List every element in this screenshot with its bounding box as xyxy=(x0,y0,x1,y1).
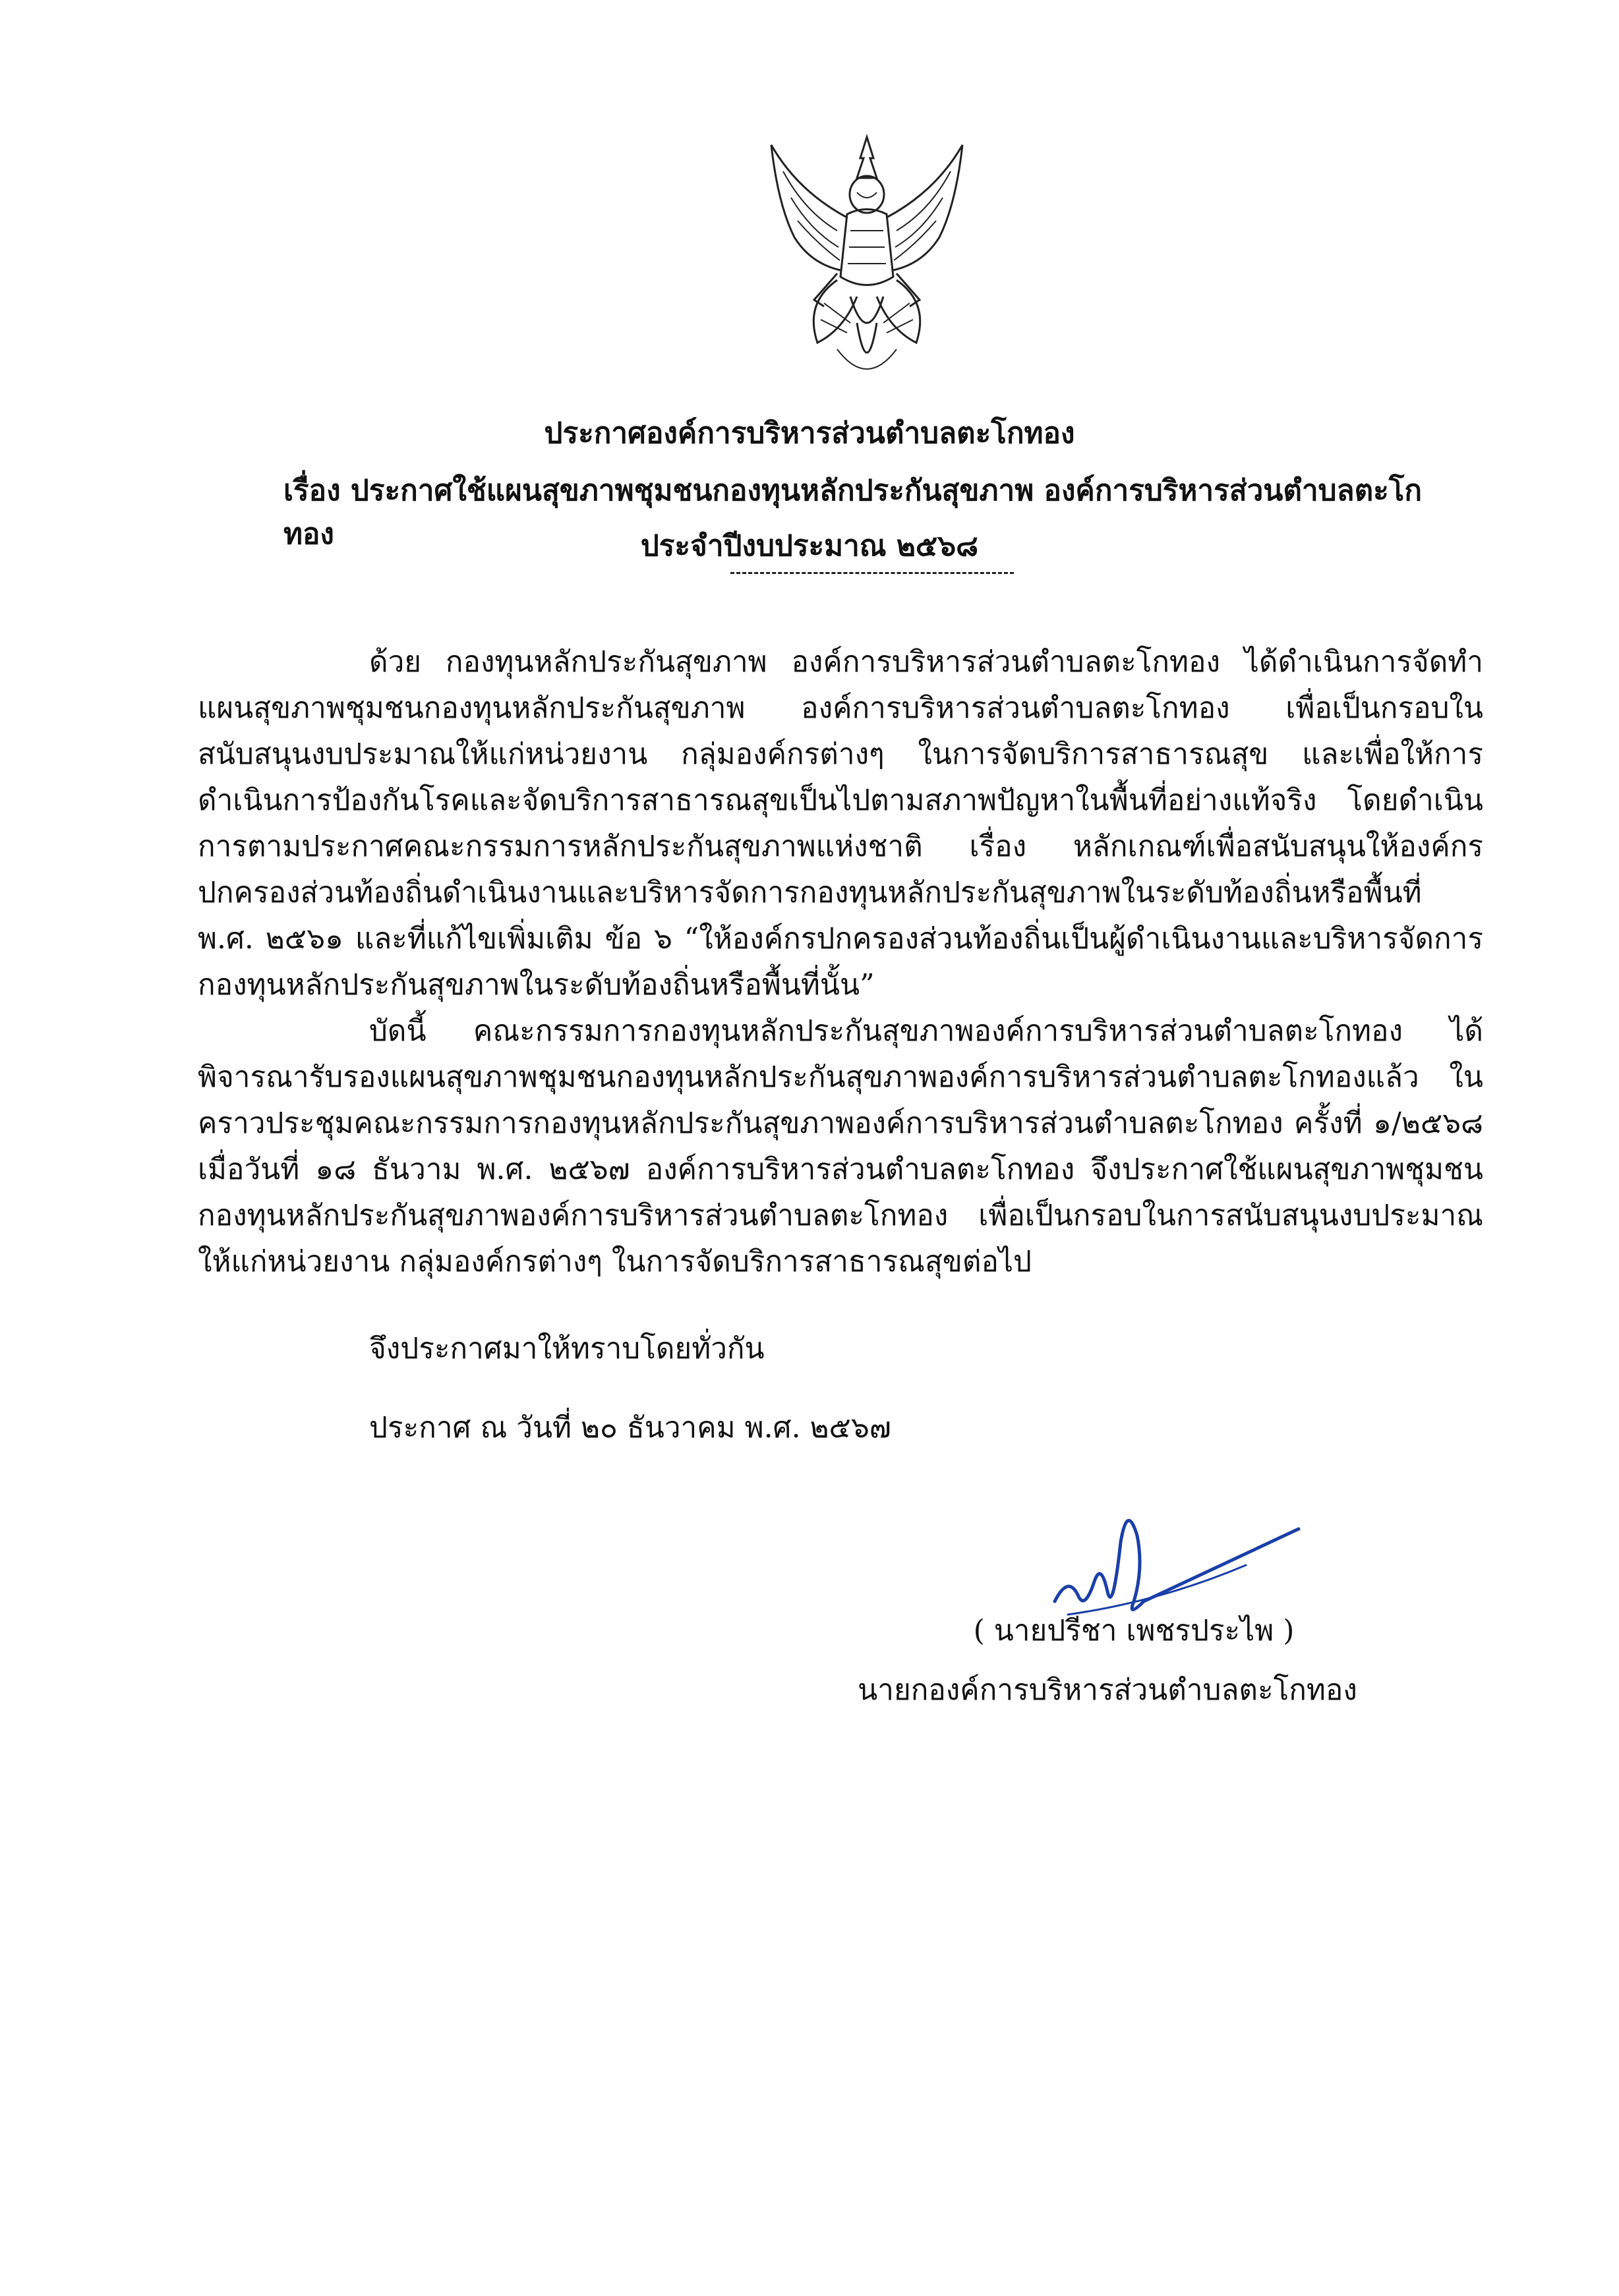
announcement-title: ประกาศองค์การบริหารส่วนตำบลตะโกทอง xyxy=(544,416,1075,450)
fiscal-year: ประจำปีงบประมาณ ๒๕๖๘ xyxy=(640,529,979,563)
signatory-name: ( นายปรีชา เพชรประไพ ) xyxy=(973,1614,1295,1648)
body-paragraph-2: บัดนี้ คณะกรรมการกองทุนหลักประกันสุขภาพองค์การบริหารส่วนตำบลตะโกทอง ได้พิจารณารับรองแผนสุขภาพชุมชนกองทุนหลักประกันสุขภาพองค์การบริหารส่วนตำบลตะโกทองแล้ว ในคราวประชุมคณะกรรมการกองทุนหลักประกันสุขภาพองค์การบริหารส่วนตำบลตะโกทอง ครั้งที่ ๑/๒๕๖๘ เมื่อวันที่ ๑๘ ธันวาม พ.ศ. ๒๕๖๗ องค์การบริหารส่วนตำบลตะโกทอง จึงประกาศใช้แผนสุขภาพชุมชนกองทุนหลักประกันสุขภาพองค์การบริหารส่วนตำบลตะโกทอง เพื่อเป็นกรอบในการสนับสนุนงบประมาณให้แก่หน่วยงาน กลุ่มองค์กรต่างๆ ในการจัดบริการสาธารณสุขต่อไป xyxy=(198,1014,1483,1278)
closing-statement: จึงประกาศมาให้ทราบโดยทั่วกัน xyxy=(369,1332,765,1365)
signatory-title: นายกองค์การบริหารส่วนตำบลตะโกทอง xyxy=(858,1673,1357,1707)
announcement-date: ประกาศ ณ วันที่ ๒๐ ธันวาคม พ.ศ. ๒๕๖๗ xyxy=(369,1411,891,1445)
garuda-emblem-icon xyxy=(758,132,976,395)
announcement-subject: เรื่อง ประกาศใช้แผนสุขภาพชุมชนกองทุนหลักประกันสุขภาพ องค์การบริหารส่วนตำบลตะโกทอง xyxy=(283,474,1423,551)
header-divider xyxy=(730,572,1014,574)
body-paragraph-1: ด้วย กองทุนหลักประกันสุขภาพ องค์การบริหารส่วนตำบลตะโกทอง ได้ดำเนินการจัดทำแผนสุขภาพชุมชนกองทุนหลักประกันสุขภาพ องค์การบริหารส่วนตำบลตะโกทอง เพื่อเป็นกรอบในสนับสนุนงบประมาณให้แก่หน่วยงาน กลุ่มองค์กรต่างๆ ในการจัดบริการสาธารณสุข และเพื่อให้การดำเนินการป้องกันโรคและจัดบริการสาธารณสุขเป็นไปตามสภาพปัญหาในพื้นที่อย่างแท้จริง โดยดำเนินการตามประกาศคณะกรรมการหลักประกันสุขภาพแห่งชาติ เรื่อง หลักเกณฑ์เพื่อสนับสนุนให้องค์กรปกครองส่วนท้องถิ่นดำเนินงานและบริหารจัดการกองทุนหลักประกันสุขภาพในระดับท้องถิ่นหรือพื้นที่ พ.ศ. ๒๕๖๑ และที่แก้ไขเพิ่มเติม ข้อ ๖ “ให้องค์กรปกครองส่วนท้องถิ่นเป็นผู้ดำเนินงานและบริหารจัดการกองทุนหลักประกันสุขภาพในระดับท้องถิ่นหรือพื้นที่นั้น” xyxy=(198,645,1483,1002)
